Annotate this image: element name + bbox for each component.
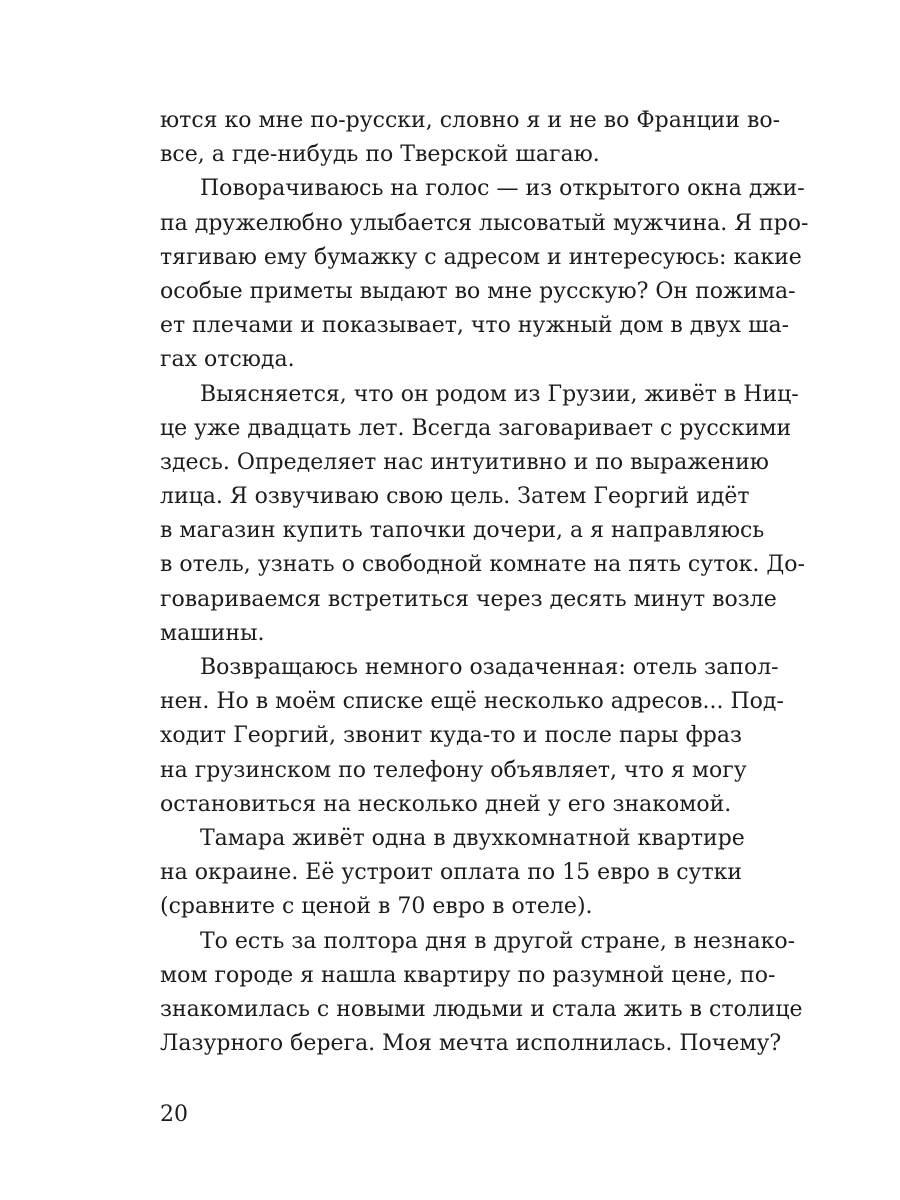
- text-line: особые приметы выдают во мне русскую? Он пожима-: [160, 278, 796, 304]
- text-line: на грузинском по телефону объявляет, что я могу: [160, 757, 747, 783]
- text-line: нен. Но в моём списке ещё несколько адресов... Под-: [160, 689, 784, 715]
- text-line: (сравните с ценой в 70 евро в отеле).: [160, 894, 593, 920]
- text-line: тягиваю ему бумажку с адресом и интересуюсь: какие: [160, 244, 802, 270]
- text-line: лица. Я озвучиваю свою цель. Затем Георгий идёт: [160, 484, 750, 510]
- text-line: ходит Георгий, звонит куда-то и после пары фраз: [160, 723, 742, 749]
- body-text: [160, 104, 809, 1061]
- text-line: знакомилась с новыми людьми и стала жить в столице: [160, 996, 803, 1022]
- page-number: 20: [160, 1102, 188, 1127]
- text-line: Поворачиваюсь на голос — из открытого окна джи-: [200, 176, 805, 202]
- text-line: Выясняется, что он родом из Грузии, живёт в Ниц-: [200, 381, 799, 407]
- text-line: здесь. Определяет нас интуитивно и по выражению: [160, 449, 769, 475]
- text-line: мом городе я нашла квартиру по разумной цене, по-: [160, 962, 776, 988]
- text-line: все, а где-нибудь по Тверской шагаю.: [160, 142, 600, 168]
- text-line: ет плечами и показывает, что нужный дом в двух ша-: [160, 313, 790, 339]
- text-line: Тамара живёт одна в двухкомнатной квартире: [200, 825, 745, 851]
- text-line: остановиться на несколько дней у его знакомой.: [160, 791, 732, 817]
- text-line: в отель, узнать о свободной комнате на пять суток. До-: [160, 552, 805, 578]
- text-line: на окраине. Её устроит оплата по 15 евро в сутки: [160, 860, 743, 886]
- text-line: гах отсюда.: [160, 347, 295, 373]
- text-line: це уже двадцать лет. Всегда заговаривает с русскими: [160, 415, 792, 441]
- text-line: машины.: [160, 620, 265, 646]
- text-line: Возвращаюсь немного озадаченная: отель запол-: [200, 655, 779, 680]
- text-line: па дружелюбно улыбается лысоватый мужчина. Я про-: [160, 210, 809, 236]
- text-line: Лазурного берега. Моя мечта исполнилась. Почему?: [160, 1031, 782, 1057]
- text-line: в магазин купить тапочки дочери, а я направляюсь: [160, 518, 765, 544]
- text-line: То есть за полтора дня в другой стране, в незнако-: [200, 928, 796, 954]
- text-line: говариваемся встретиться через десять минут возле: [160, 586, 777, 612]
- text-line: ются ко мне по-русски, словно я и не во Франции во-: [160, 108, 781, 133]
